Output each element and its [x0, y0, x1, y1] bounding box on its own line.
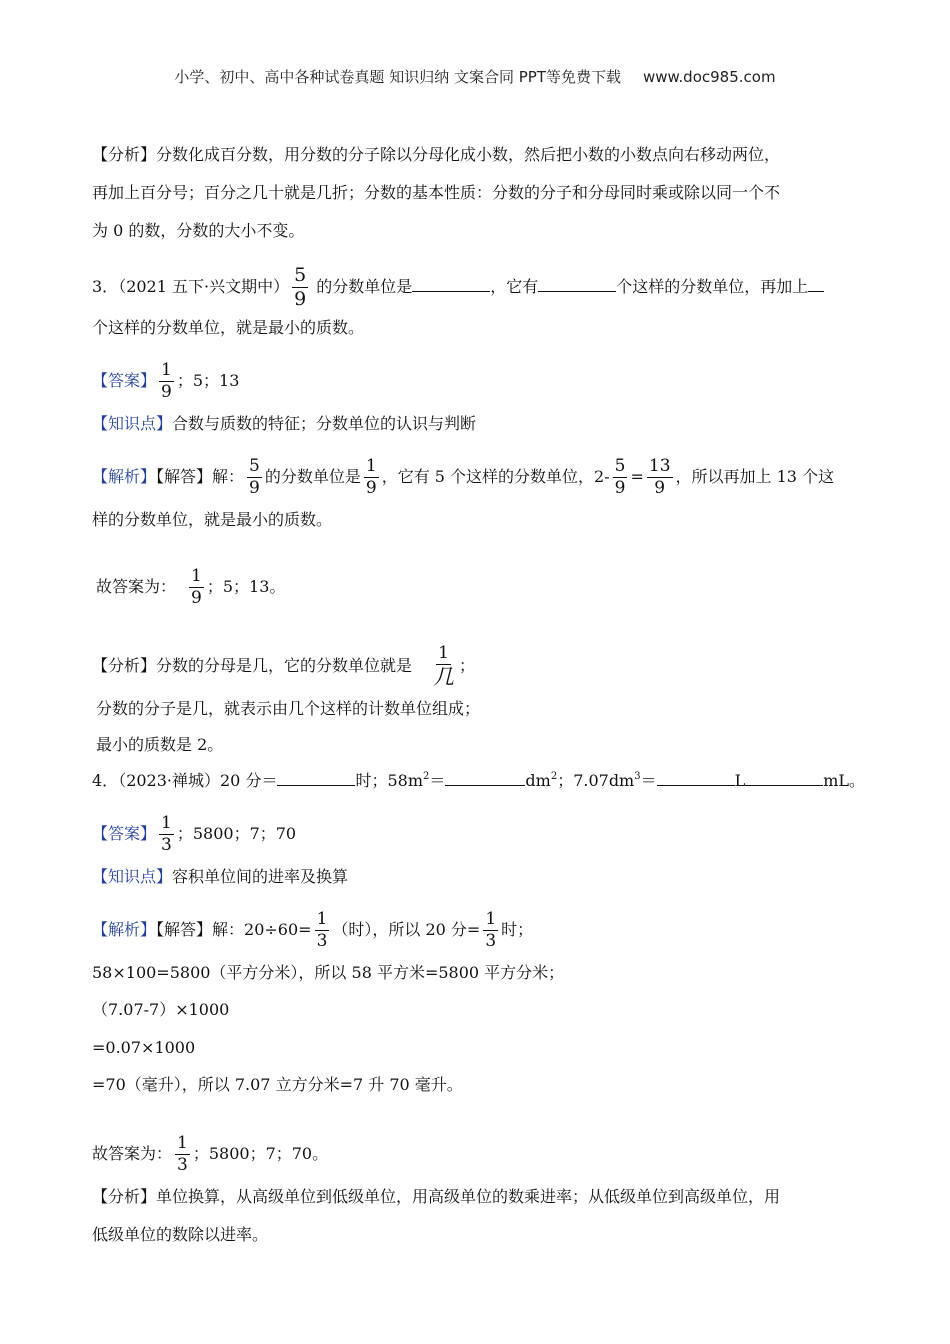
- q3-sol-t2: ，它有 5 个这样的分数单位，2-: [381, 467, 610, 486]
- q4-sup-2: 2: [423, 771, 430, 782]
- q4-sol-f2-den: 3: [485, 931, 497, 951]
- q3-analysis-line3: 最小的质数是 2。: [96, 735, 224, 754]
- q3-sol-f1-den: 9: [249, 478, 260, 498]
- q3-analysis-text: 【分析】分数的分母是几，它的分数单位就是: [92, 656, 413, 675]
- prev-analysis-line3: 为 0 的数，分数的大小不变。: [92, 221, 305, 240]
- q4-t2: 时；58m: [355, 771, 423, 790]
- q3-final-rest: ；5；13。: [206, 577, 286, 596]
- q3-question-line1: [92, 266, 824, 309]
- q3-solution-prefix: 【解答】解：: [156, 467, 245, 486]
- q4-t3: ＝: [429, 771, 446, 790]
- q3-number: 3．: [92, 277, 119, 296]
- q3-answer-tag: 【答案】: [92, 371, 157, 390]
- q4-sol-frac-2: [483, 911, 498, 950]
- q4-blank-1[interactable]: [277, 769, 355, 786]
- q4-sol-frac-1: [315, 911, 330, 950]
- header-url[interactable]: www.doc985.com: [642, 68, 776, 86]
- header-text: 小学、初中、高中各种试卷真题 知识归纳 文案合同 PPT等免费下载: [174, 68, 621, 86]
- q4-final-answer: [92, 1135, 328, 1174]
- q4-answer-rest: ；5800；7；70: [176, 824, 297, 843]
- q4-final-fraction: [175, 1135, 190, 1174]
- q3-sol-frac-4: [647, 458, 673, 497]
- q4-answer-tag: 【答案】: [92, 824, 157, 843]
- q4-sol-t2: 时；: [501, 920, 534, 939]
- q4-sol-f1-num: 1: [316, 909, 328, 929]
- q3-sol-f3-den: 9: [614, 478, 626, 498]
- prev-analysis-line2: 再加上百分号；百分之几十就是几折；分数的基本性质：分数的分子和分母同时乘或除以同一个不: [92, 183, 781, 202]
- q4-solution-line1: [92, 911, 533, 950]
- q4-blank-3[interactable]: [657, 769, 735, 786]
- q4-knowledge: [92, 865, 348, 889]
- q3-frac-den: 9: [294, 288, 307, 310]
- q4-sup-3: 3: [634, 771, 641, 782]
- q4-final-frac-num: 1: [177, 1133, 188, 1153]
- q4-solution-tag: 【解析】: [92, 920, 157, 939]
- page-header: [0, 66, 950, 87]
- q3-answer-fraction: [159, 362, 174, 401]
- q3-sol-f4-num: 13: [648, 456, 671, 476]
- q3-blank-1[interactable]: [412, 275, 490, 292]
- q4-calc-line2: （7.07-7）×1000: [92, 1000, 230, 1019]
- q4-sol-f2-num: 1: [485, 909, 497, 929]
- q3-sol-frac-3: [613, 458, 628, 497]
- q3-question-line2: 个这样的分数单位，就是最小的质数。: [92, 318, 365, 337]
- q4-t4: dm: [525, 771, 551, 790]
- q4-blank-4[interactable]: [745, 769, 823, 786]
- q3-sol-f1-num: 5: [249, 456, 260, 476]
- q3-analysis-frac-num: 1: [438, 643, 449, 663]
- q3-knowledge-tag: 【知识点】: [92, 414, 173, 433]
- q3-blank-3[interactable]: [808, 275, 824, 292]
- q4-final-frac-den: 3: [177, 1155, 188, 1175]
- q3-sol-f2-num: 1: [365, 456, 377, 476]
- q3-sol-f4-den: 9: [654, 478, 666, 498]
- q4-analysis-line1: 【分析】单位换算，从高级单位到低级单位，用高级单位的数乘进率；从低级单位到高级单位，用: [92, 1187, 781, 1206]
- q4-calc-line4: =70（毫升），所以 7.07 立方分米=7 升 70 毫升。: [92, 1075, 463, 1094]
- q3-blank-2[interactable]: [538, 275, 616, 292]
- q3-sol-f2-den: 9: [365, 478, 377, 498]
- prev-analysis-line1: 【分析】分数化成百分数，用分数的分子除以分母化成小数，然后把小数的小数点向右移动两位，: [92, 145, 781, 164]
- q4-t1: 20 分＝: [220, 771, 278, 790]
- q3-answer: [92, 362, 239, 401]
- q4-sol-t1: （时），所以 20 分=: [332, 920, 481, 939]
- q3-knowledge-text: 合数与质数的特征；分数单位的认识与判断: [172, 414, 477, 433]
- q3-solution-line1: [92, 458, 834, 497]
- q4-blank-2[interactable]: [445, 769, 525, 786]
- q3-text-a: 的分数单位是: [311, 277, 413, 296]
- q4-answer-frac-den: 3: [161, 835, 172, 855]
- q4-sup-2b: 2: [550, 771, 558, 782]
- q3-analysis-line2: 分数的分子是几，就表示由几个这样的计数单位组成；: [96, 699, 481, 718]
- q4-t8: mL。: [823, 771, 866, 790]
- q4-t6: ＝: [640, 771, 657, 790]
- q3-answer-frac-den: 9: [161, 382, 172, 402]
- q4-number: 4．: [92, 771, 119, 790]
- q4-answer: [92, 815, 296, 854]
- q3-final-fraction: [189, 568, 204, 607]
- q3-sol-f3-num: 5: [614, 456, 626, 476]
- q3-sol-frac-1: [247, 458, 262, 497]
- q4-sol-f1-den: 3: [316, 931, 328, 951]
- q3-final-answer: [96, 568, 285, 607]
- q4-knowledge-tag: 【知识点】: [92, 867, 173, 886]
- q3-text-c: 个这样的分数单位，再加上: [616, 277, 809, 296]
- q4-calc-line3: =0.07×1000: [92, 1038, 196, 1057]
- q4-source: （2023·禅城）: [118, 771, 220, 790]
- q3-answer-frac-num: 1: [161, 360, 172, 380]
- q3-text-b: ，它有: [490, 277, 539, 296]
- q3-solution-line2: 样的分数单位，就是最小的质数。: [92, 510, 333, 529]
- q3-sol-t1: 的分数单位是: [264, 467, 361, 486]
- q4-final-rest: ；5800；7；70。: [192, 1144, 329, 1163]
- q4-t7: L: [734, 771, 746, 790]
- q3-final-frac-num: 1: [191, 566, 202, 586]
- q3-final-frac-den: 9: [191, 588, 202, 608]
- q3-sol-t3: =: [630, 467, 644, 486]
- q4-analysis-line2: 低级单位的数除以进率。: [92, 1225, 269, 1244]
- q4-answer-fraction: [159, 815, 174, 854]
- q3-source: （2021 五下·兴文期中）: [118, 277, 290, 296]
- q3-analysis-fraction: [431, 645, 456, 688]
- q4-solution-prefix: 【解答】解：20÷60=: [156, 920, 312, 939]
- q3-solution-tag: 【解析】: [92, 467, 157, 486]
- q3-sol-t4: ，所以再加上 13 个这: [675, 467, 835, 486]
- q3-sol-frac-2: [364, 458, 379, 497]
- q3-analysis-line1: [92, 645, 475, 688]
- q4-answer-frac-num: 1: [161, 813, 172, 833]
- q3-frac-num: 5: [294, 264, 307, 286]
- q4-t5: ；7.07dm: [557, 771, 635, 790]
- q3-analysis-frac-den: 几: [433, 665, 455, 689]
- q3-final-prefix: 故答案为：: [96, 577, 177, 596]
- q4-question: [92, 769, 865, 793]
- q4-calc-line1: 58×100=5800（平方分米），所以 58 平方米=5800 平方分米；: [92, 963, 565, 982]
- q4-final-prefix: 故答案为：: [92, 1144, 173, 1163]
- q4-knowledge-text: 容积单位间的进率及换算: [172, 867, 349, 886]
- q3-answer-rest: ；5；13: [176, 371, 240, 390]
- q3-analysis-end: ；: [459, 656, 476, 675]
- q3-fraction: [292, 266, 308, 309]
- q3-knowledge: [92, 412, 476, 436]
